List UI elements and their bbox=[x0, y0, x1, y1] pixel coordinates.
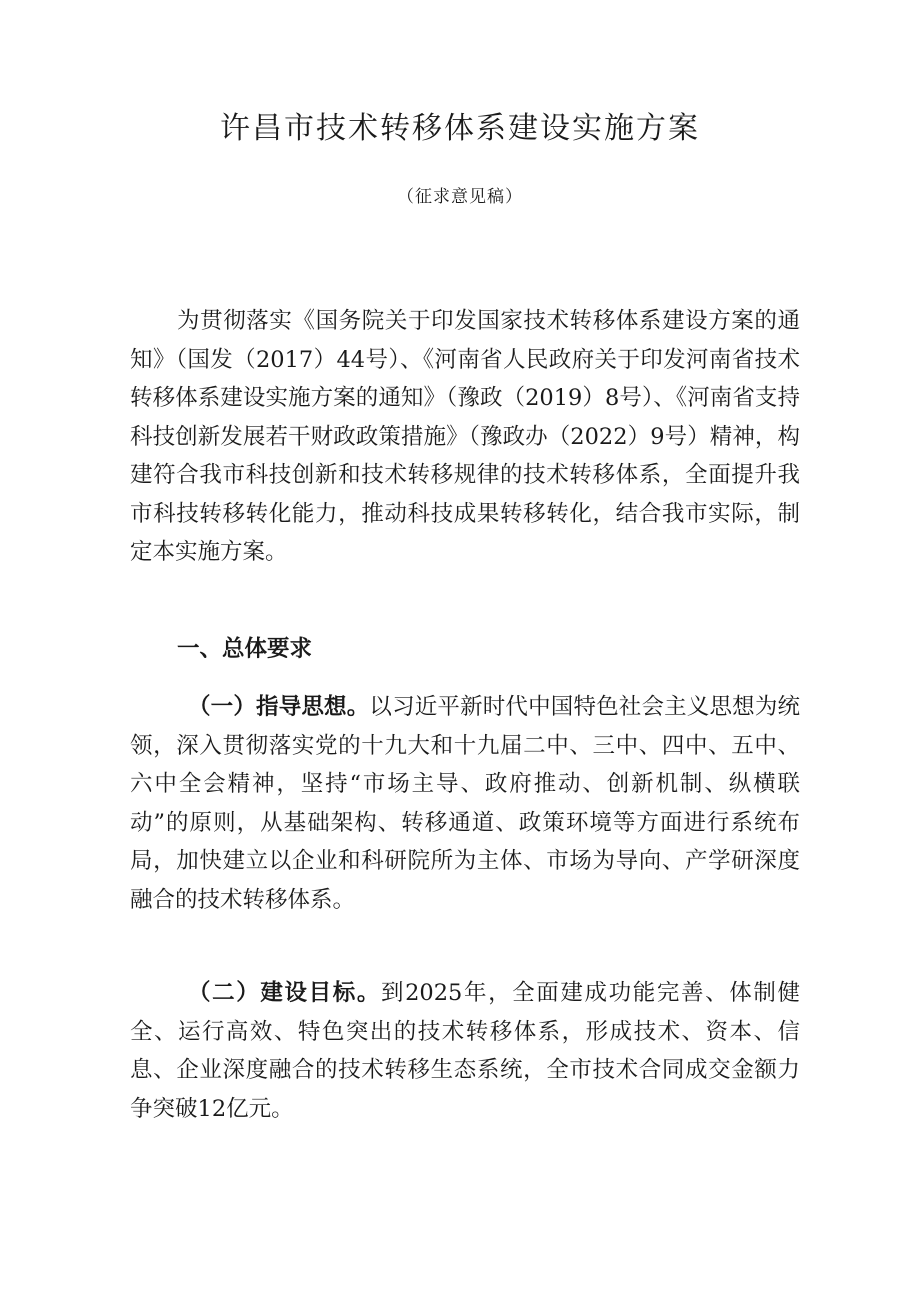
construction-goals-text: 到2025年，全面建成功能完善、体制健全、运行高效、特色突出的技术转移体系，形成技术、资本、信息、企业深度融合的技术转移生态系统，全市技术合同成交金额力争突破12亿元。 bbox=[130, 980, 800, 1122]
guiding-ideology-paragraph bbox=[130, 688, 800, 919]
guiding-ideology-text: 以习近平新时代中国特色社会主义思想为统领，深入贯彻落实党的十九大和十九届二中、三中、四中、五中、六中全会精神，坚持“市场主导、政府推动、创新机制、纵横联动”的原则，从基础架构、转移通道、政策环境等方面进行系统布局，加快建立以企业和科研院所为主体、市场为导向、产学研深度融合的技术转移体系。 bbox=[130, 694, 800, 913]
document-title: 许昌市技术转移体系建设实施方案 bbox=[220, 111, 700, 146]
section-heading-general-requirements: 一、总体要求 bbox=[177, 636, 313, 662]
document-subtitle: （征求意见稿） bbox=[397, 187, 523, 207]
guiding-ideology-label: （一）指导思想。 bbox=[188, 694, 370, 720]
intro-paragraph: 为贯彻落实《国务院关于印发国家技术转移体系建设方案的通知》（国发（2017）44号）、《河南省人民政府关于印发河南省技术转移体系建设实施方案的通知》（豫政（2019）8号）、《河南省支持科技创新发展若干财政政策措施》（豫政办（2022）9号）精神，构建符合我市科技创新和技术转移规律的技术转移体系，全面提升我市科技转移转化能力，推动科技成果转移转化，结合我市实际，制定本实施方案。 bbox=[130, 308, 800, 565]
construction-goals-paragraph bbox=[130, 974, 800, 1128]
construction-goals-label: （二）建设目标。 bbox=[188, 980, 381, 1006]
